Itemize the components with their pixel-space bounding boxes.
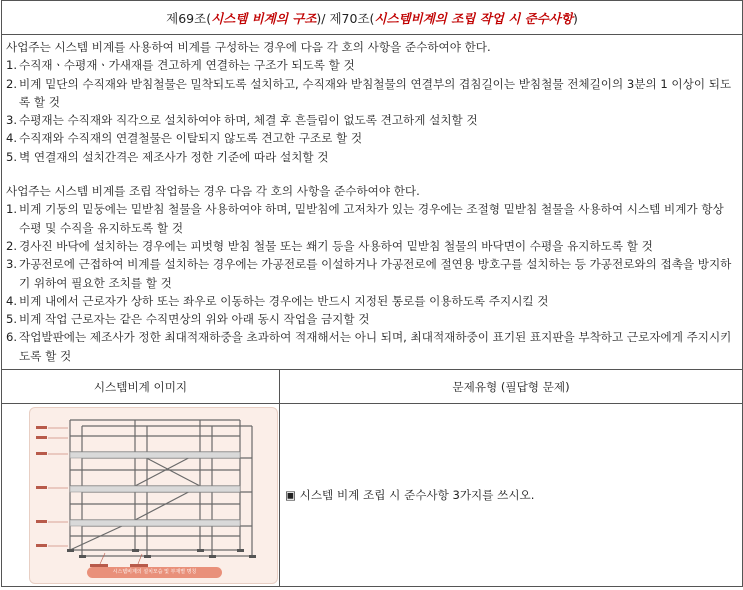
article70-item: 1. 비계 기둥의 밑둥에는 밑받침 철물을 사용하여야 하며, 밑받침에 고저차가 있는 경우에는 조절형 밑받침 철물을 사용하여 시스템 비계가 항상 수평 및 수직을 유지하도록 할 것 [6, 202, 724, 235]
title-suffix: ) [572, 10, 578, 26]
article69-item: 3. 수평재는 수직재와 직각으로 설치하여야 하며, 체결 후 흔들림이 없도록 견고하게 설치할 것 [6, 113, 478, 128]
title-mid: )/ 제70조( [316, 10, 375, 26]
article70-item: 5. 비계 작업 근로자는 같은 수직면상의 위와 아래 동시 작업을 금지할 것 [6, 312, 370, 327]
scaffold-drawing [30, 408, 277, 583]
document-table [1, 0, 743, 587]
document-title [2, 1, 743, 35]
article69-intro: 사업주는 시스템 비계를 사용하여 비계를 구성하는 경우에 다음 각 호의 사항을 준수하여야 한다. [6, 40, 491, 54]
article70-item: 3. 가공전로에 근접하여 비계를 설치하는 경우에는 가공전로를 이설하거나 가공전로에 절연용 방호구를 설치하는 등 가공전로와의 접촉을 방지하기 위하여 필요한 조치를 할 것 [6, 257, 732, 290]
question-cell [280, 404, 743, 587]
question-marker: ▣ [285, 488, 296, 503]
article70-intro: 사업주는 시스템 비계를 조립 작업하는 경우 다음 각 호의 사항을 준수하여야 한다. [6, 184, 420, 199]
scaffold-illustration [29, 407, 278, 584]
question-column-header: 문제유형 (필답형 문제) [280, 370, 743, 404]
question-text: 시스템 비계 조립 시 준수사항 3가지를 쓰시오. [299, 488, 535, 503]
article69-title: 시스템 비계의 구조 [211, 10, 317, 26]
article69-item: 4. 수직재와 수직재의 연결철물은 이탈되지 않도록 견고한 구조로 할 것 [6, 131, 363, 146]
illustration-caption: 시스템비계의 설치모습 및 부재별 명칭 [87, 567, 222, 578]
article69-item: 1. 수직재ㆍ수평재ㆍ가새재를 견고하게 연결하는 구조가 되도록 할 것 [6, 58, 355, 73]
article70-title: 시스템비계의 조립 작업 시 준수사항 [374, 10, 573, 26]
article69-item: 5. 벽 연결재의 설치간격은 제조사가 정한 기준에 따라 설치할 것 [6, 149, 329, 164]
title-prefix: 제69조( [166, 10, 212, 26]
scaffold-image-cell [2, 404, 280, 587]
regulation-body [2, 35, 743, 370]
article70-item: 4. 비계 내에서 근로자가 상하 또는 좌우로 이동하는 경우에는 반드시 지정된 통로를 이용하도록 주지시킬 것 [6, 293, 549, 308]
article70-item: 6. 작업발판에는 제조사가 정한 최대적재하중을 초과하여 적재해서는 아니 되며, 최대적재하중이 표기된 표지판을 부착하고 근로자에게 주지시키도록 할 것 [6, 330, 732, 363]
article70-item: 2. 경사진 바닥에 설치하는 경우에는 피벗형 받침 철물 또는 쐐기 등을 사용하여 밑받침 철물의 바닥면이 수평을 유지하도록 할 것 [6, 238, 653, 253]
image-column-header: 시스템비계 이미지 [2, 370, 280, 404]
article69-item: 2. 비계 밑단의 수직재와 받침철물은 밀착되도록 설치하고, 수직재와 받침철물의 연결부의 겹침길이는 받침철물 전체길이의 3분의 1 이상이 되도록 할 것 [6, 76, 732, 109]
